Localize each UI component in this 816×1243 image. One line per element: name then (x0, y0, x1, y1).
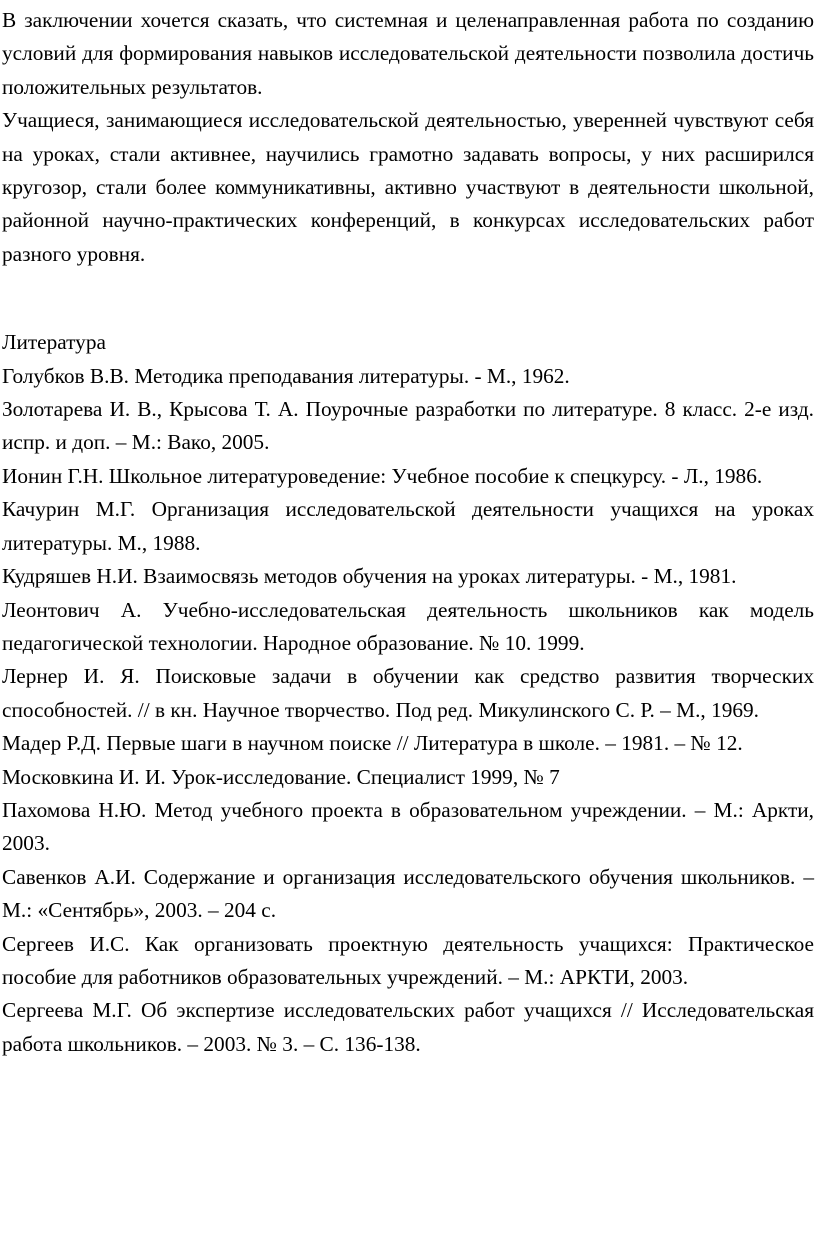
literature-item: Кудряшев Н.И. Взаимосвязь методов обучения на уроках литературы. - М., 1981. (2, 564, 737, 589)
literature-item: Сергеева М.Г. Об экспертизе исследовательских работ учащихся // Исследовательская работа школьников. – 2003. № 3. – С. 136-138. (2, 998, 814, 1056)
literature-item: Московкина И. И. Урок-исследование. Специалист 1999, № 7 (2, 764, 560, 789)
section-gap (2, 271, 814, 326)
literature-item: Пахомова Н.Ю. Метод учебного проекта в образовательном учреждении. – М.: Аркти, 2003. (2, 797, 814, 856)
literature-item: Ионин Г.Н. Школьное литературоведение: Учебное пособие к спецкурсу. - Л., 1986. (2, 463, 763, 488)
literature-item: Лернер И. Я. Поисковые задачи в обучении как средство развития творческих способностей. // в кн. Научное творчество. Под ред. Микулинского С. Р. – М., 1969. (2, 664, 814, 722)
literature-item: Золотарева И. В., Крысова Т. А. Поурочные разработки по литературе. 8 класс. 2-е изд. испр. и доп. – М.: Вако, 2005. (2, 397, 814, 455)
conclusion-paragraph-2: Учащиеся, занимающиеся исследовательской деятельностью, уверенней чувствуют себя на уроках, стали активнее, научились грамотно задавать вопросы, у них расширился кругозор, стали более коммуникативны, активно участвуют в деятельности школьной, районной научно-практических конференций, в конкурсах исследовательских работ разного уровня. (2, 108, 814, 266)
literature-item: Качурин М.Г. Организация исследовательской деятельности учащихся на уроках литературы. М., 1988. (2, 497, 814, 555)
literature-item: Леонтович А. Учебно-исследовательская деятельность школьников как модель педагогической технологии. Народное образование. № 10. 1999. (2, 597, 814, 655)
literature-item: Мадер Р.Д. Первые шаги в научном поиске // Литература в школе. – 1981. – № 12. (2, 731, 743, 756)
conclusion-paragraph-1: В заключении хочется сказать, что системная и целенаправленная работа по созданию условий для формирования навыков исследовательской деятельности позволила достичь положительных результатов. (2, 8, 814, 99)
literature-item: Савенков А.И. Содержание и организация исследовательского обучения школьников. – М.: «Сентябрь», 2003. – 204 с. (2, 864, 814, 923)
literature-item: Сергеев И.С. Как организовать проектную деятельность учащихся: Практическое пособие для работников образовательных учреждений. – М.: АРКТИ, 2003. (2, 931, 814, 989)
literature-heading: Литература (2, 330, 106, 355)
literature-item: Голубков В.В. Методика преподавания литературы. - М., 1962. (2, 363, 570, 388)
